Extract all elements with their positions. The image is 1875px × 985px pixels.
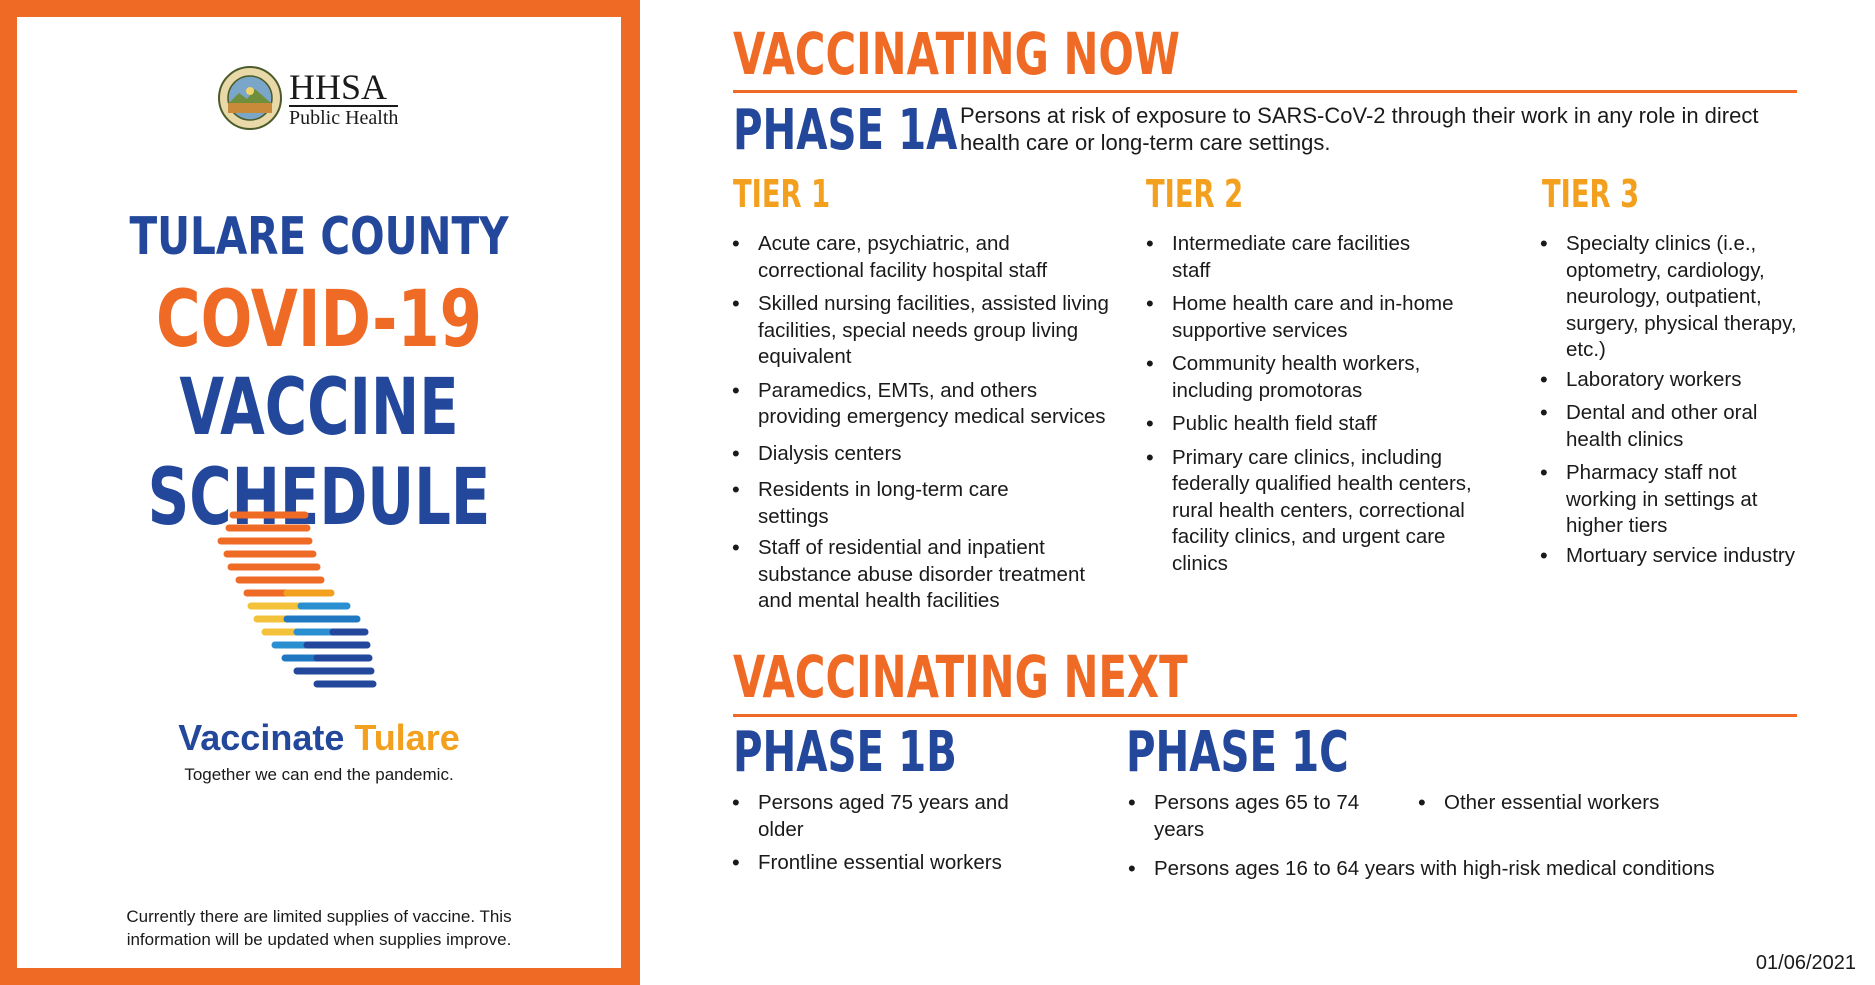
phase-1a-title: PHASE 1A <box>733 98 958 163</box>
list-item: • Other essential workers <box>1416 790 1756 817</box>
tier-1-list <box>730 231 1110 615</box>
title-county: TULARE COUNTY <box>129 207 509 267</box>
list-item: • Acute care, psychiatric, and correctional facility hospital staff <box>730 231 1110 284</box>
tier-1-title: TIER 1 <box>733 172 831 216</box>
list-item: • Persons aged 75 years and older <box>730 790 1030 843</box>
phase-1a-description: Persons at risk of exposure to SARS-CoV-2 through their work in any role in direct health care or long-term care settings. <box>960 103 1759 155</box>
list-item: • Intermediate care facilities staff <box>1144 231 1444 284</box>
phase-1c-list-wide <box>1126 856 1826 883</box>
tier-3-title: TIER 3 <box>1542 172 1640 216</box>
next-divider <box>733 714 1797 717</box>
list-item: • Home health care and in-home supportive services <box>1144 291 1484 344</box>
phase-1b-title: PHASE 1B <box>733 720 957 785</box>
campaign-word-2: Tulare <box>354 717 460 758</box>
publish-date: 01/06/2021 <box>1755 952 1856 974</box>
county-seal-icon <box>217 65 283 131</box>
tier-3-list <box>1538 231 1838 569</box>
campaign-tagline: Together we can end the pandemic. <box>184 765 454 784</box>
vaccinating-now-heading: VACCINATING NOW <box>733 20 1180 88</box>
list-item: • Paramedics, EMTs, and others providing emergency medical services <box>730 378 1110 431</box>
tier-2-title: TIER 2 <box>1146 172 1244 216</box>
list-item: • Public health field staff <box>1144 411 1484 438</box>
list-item: • Residents in long-term care settings <box>730 477 1050 530</box>
list-item: • Persons ages 16 to 64 years with high-risk medical conditions <box>1126 856 1826 883</box>
left-panel <box>0 0 640 985</box>
list-item: • Dialysis centers <box>730 441 1110 468</box>
vaccinating-next-heading: VACCINATING NEXT <box>733 643 1188 711</box>
list-item: • Community health workers, including promotoras <box>1144 351 1454 404</box>
vaccinate-tulare-wordmark <box>17 717 621 759</box>
list-item: • Persons ages 65 to 74 years <box>1126 790 1386 843</box>
list-item: • Mortuary service industry <box>1538 543 1838 570</box>
list-item: • Skilled nursing facilities, assisted living facilities, special needs group living equivalent <box>730 291 1110 371</box>
left-panel-inner <box>17 17 621 968</box>
list-item: • Specialty clinics (i.e., optometry, cardiology, neurology, outpatient, surgery, physical therapy, etc.) <box>1538 231 1828 364</box>
campaign-word-1: Vaccinate <box>178 717 345 758</box>
list-item: • Staff of residential and inpatient substance abuse disorder treatment and mental health facilities <box>730 535 1110 615</box>
title-schedule: VACCINE SCHEDULE <box>147 363 491 543</box>
hhsa-wordmark <box>289 66 399 129</box>
phase-1c-title: PHASE 1C <box>1126 720 1349 785</box>
hhsa-subtitle: Public Health <box>289 106 399 129</box>
list-item: • Frontline essential workers <box>730 850 1030 877</box>
now-divider <box>733 90 1797 93</box>
california-map-icon <box>217 507 417 712</box>
tier-2-list <box>1144 231 1484 577</box>
list-item: • Dental and other oral health clinics <box>1538 400 1798 453</box>
hhsa-name: HHSA <box>289 66 388 107</box>
phase-1c-list-col1 <box>1126 790 1386 843</box>
title-covid: COVID-19 <box>155 275 483 365</box>
list-item: • Laboratory workers <box>1538 367 1838 394</box>
list-item: • Pharmacy staff not working in settings at higher tiers <box>1538 460 1788 540</box>
phase-1c-list-col2 <box>1416 790 1756 817</box>
list-item: • Primary care clinics, including federally qualified health centers, rural health centers, correctional facility clinics, and urgent care clinics <box>1144 445 1484 578</box>
phase-1b-list <box>730 790 1030 877</box>
supply-note: Currently there are limited supplies of vaccine. This information will be updated when supplies improve. <box>126 907 512 949</box>
hhsa-logo <box>217 65 398 131</box>
